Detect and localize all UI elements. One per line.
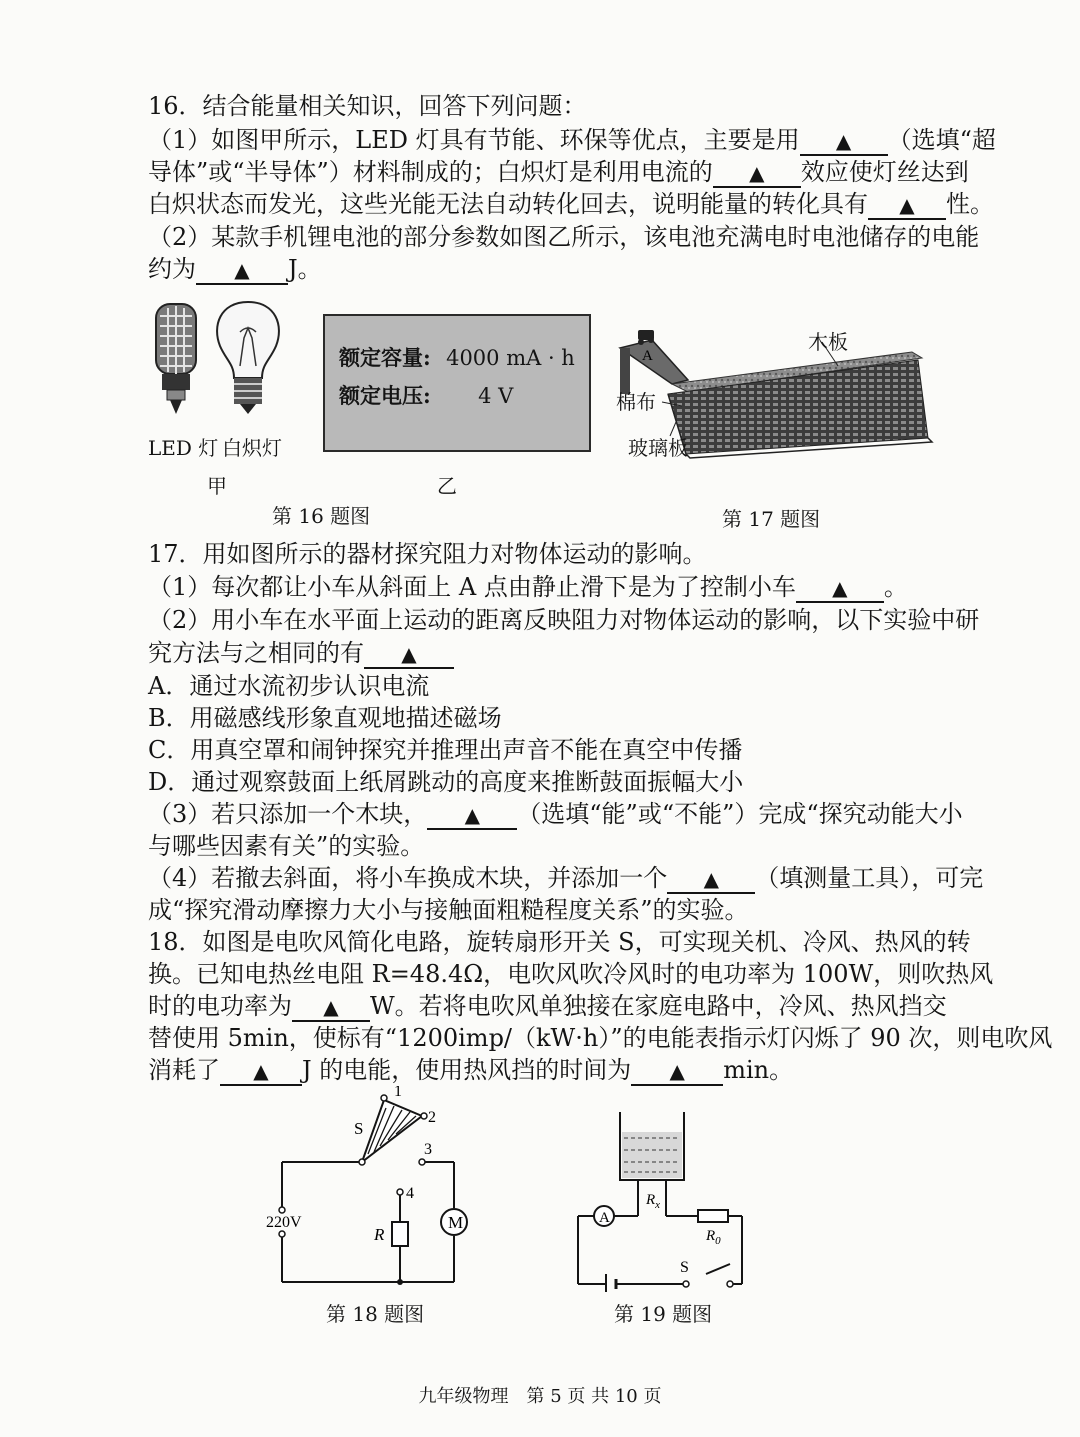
rx-label: $R_x$ xyxy=(646,1192,661,1211)
figure-16-caption: 第 16 题图 xyxy=(272,504,371,528)
water xyxy=(622,1132,682,1178)
capacity-value: 4000 mA · h xyxy=(446,346,575,370)
q18-line4: 替使用 5min，使标有“1200imp/（kW·h）”的电能表指示灯闪烁了 90 次，则电吹风 xyxy=(148,1024,1053,1052)
heating-resistor xyxy=(392,1222,408,1246)
figure-17-caption: 第 17 题图 xyxy=(722,507,821,531)
battery-parameter-plate xyxy=(323,314,591,452)
answer-blank: ▲ xyxy=(427,802,517,830)
answer-blank: ▲ xyxy=(364,641,454,669)
page-footer: 九年级物理 第 5 页 共 10 页 xyxy=(418,1386,662,1407)
answer-blank: ▲ xyxy=(713,160,801,188)
contact-2-label: 2 xyxy=(428,1109,436,1126)
q17-option-c: C．用真空罩和闹钟探究并推理出声音不能在真空中传播 xyxy=(148,736,743,764)
q17-option-b: B．用磁感线形象直观地描述磁场 xyxy=(148,704,502,732)
q17-part2-line1: （2）用小车在水平面上运动的距离反映阻力对物体运动的影响，以下实验中研 xyxy=(148,606,980,634)
figure-yi-label: 乙 xyxy=(437,474,457,498)
led-lamp-image xyxy=(156,304,196,414)
q17-part1: （1）每次都让小车从斜面上 A 点由静止滑下是为了控制小车 ▲ 。 xyxy=(148,573,908,601)
voltage-220v-label: 220V xyxy=(266,1214,302,1231)
capacity-label: 额定容量: xyxy=(339,345,431,370)
q17-part3-line2: 与哪些因素有关”的实验。 xyxy=(148,832,425,860)
q17-part4-line1: （4）若撤去斜面，将小车换成木块，并添加一个 ▲ （填测量工具），可完 xyxy=(148,864,984,892)
resistor-r-label: R xyxy=(374,1225,385,1244)
answer-blank: ▲ xyxy=(196,257,288,285)
r0-label: $R_0$ xyxy=(706,1228,721,1247)
q17-part3-line1: （3）若只添加一个木块， ▲ （选填“能”或“不能”）完成“探究动能大小 xyxy=(148,800,963,828)
contact-4-label: 4 xyxy=(406,1185,414,1202)
voltage-value: 4 V xyxy=(478,384,514,408)
q18-line2: 换。已知电热丝电阻 R=48.4Ω，电吹风吹冷风时的电功率为 100W，则吹热风 xyxy=(148,960,994,988)
answer-blank: ▲ xyxy=(868,192,946,220)
hair-dryer-circuit xyxy=(262,1086,482,1292)
figure-jia-label: 甲 xyxy=(207,474,227,498)
q18-line5: 消耗了 ▲ J 的电能，使用热风挡的时间为 ▲ min。 xyxy=(148,1056,794,1084)
r0-resistor xyxy=(698,1210,728,1222)
figure-19-caption: 第 19 题图 xyxy=(614,1302,713,1326)
q17-part2-line2: 究方法与之相同的有 ▲ xyxy=(148,637,938,669)
answer-blank: ▲ xyxy=(800,128,888,156)
q18-line1: 18．如图是电吹风简化电路，旋转扇形开关 S，可实现关机、冷风、热风的转 xyxy=(148,928,971,956)
answer-blank: ▲ xyxy=(292,994,370,1022)
answer-blank: ▲ xyxy=(631,1058,723,1086)
voltage-label: 额定电压: xyxy=(339,383,431,408)
led-and-bulb-figure xyxy=(150,298,290,422)
switch-s-label: S xyxy=(354,1119,364,1138)
q16-part2-line2: 约为 ▲ J。 xyxy=(148,255,322,283)
contact-3-label: 3 xyxy=(424,1141,432,1158)
answer-blank: ▲ xyxy=(220,1058,302,1086)
q17-part4-line2: 成“探究滑动摩擦力大小与接触面粗糙程度关系”的实验。 xyxy=(148,896,749,924)
incandescent-bulb-image xyxy=(217,302,279,414)
ammeter-label: A xyxy=(599,1210,610,1226)
answer-blank: ▲ xyxy=(796,575,884,603)
contact-1-label: 1 xyxy=(394,1086,402,1100)
glass-plate-label: 玻璃板 xyxy=(628,436,688,460)
q17-title: 17．用如图所示的器材探究阻力对物体运动的影响。 xyxy=(148,540,707,568)
q16-title: 16．结合能量相关知识，回答下列问题： xyxy=(148,92,587,120)
switch-s-label: S xyxy=(680,1259,689,1276)
q16-part2-line1: （2）某款手机锂电池的部分参数如图乙所示，该电池充满电时电池储存的电能 xyxy=(148,223,980,251)
q16-part1-line1: （1）如图甲所示，LED 灯具有节能、环保等优点，主要是用 ▲ （选填“超 xyxy=(148,126,996,154)
q16-part1-line2: 导体”或“半导体”）材料制成的；白炽灯是利用电流的 ▲ 效应使灯丝达到 xyxy=(148,158,969,186)
figure-18-caption: 第 18 题图 xyxy=(326,1302,425,1326)
answer-blank: ▲ xyxy=(667,866,755,894)
cotton-cloth-label: 棉布 xyxy=(616,390,656,414)
q17-option-d: D．通过观察鼓面上纸屑跳动的高度来推断鼓面振幅大小 xyxy=(148,768,744,796)
water-tank-circuit xyxy=(566,1108,756,1292)
led-lamp-label: LED 灯 xyxy=(148,436,219,460)
q17-option-a: A．通过水流初步认识电流 xyxy=(148,672,430,700)
incandescent-bulb-label: 白炽灯 xyxy=(222,436,282,460)
wood-board-label: 木板 xyxy=(808,330,848,354)
q18-line3: 时的电功率为 ▲ W。若将电吹风单独接在家庭电路中，冷风、热风挡交 xyxy=(148,992,947,1020)
point-a-label: A xyxy=(642,348,653,364)
motor-label: M xyxy=(448,1213,464,1232)
q16-part1-line3: 白炽状态而发光，这些光能无法自动转化回去，说明能量的转化具有 ▲ 性。 xyxy=(148,190,994,218)
